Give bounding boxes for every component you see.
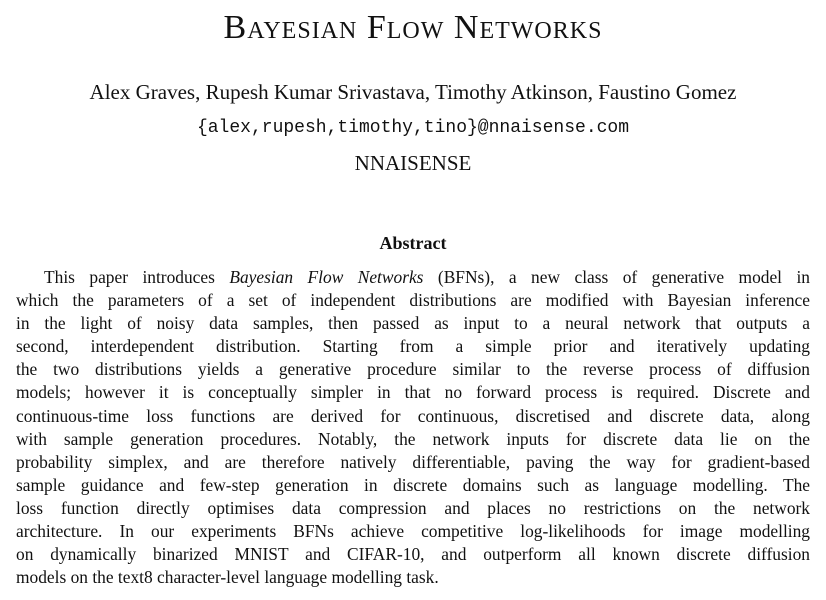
abstract-line: loss function directly optimises data compression and places no restrictions on the network [16,497,810,518]
abstract-emphasis: Bayesian Flow Networks [229,267,424,287]
author-emails: {alex,rupesh,timothy,tino}@nnaisense.com [196,118,630,138]
abstract-body [16,266,810,589]
abstract-line: the two distributions yields a generative procedure similar to the reverse process of diffusion [16,359,810,380]
abstract-line: probability simplex, and are therefore natively differentiable, paving the way for gradient-based [16,451,810,472]
abstract-line: second, interdependent distribution. Starting from a simple prior and iteratively updating [16,336,810,357]
abstract-line: models on the text8 character-level language modelling task. [16,567,439,588]
abstract-line: on dynamically binarized MNIST and CIFAR-10, and outperform all known discrete diffusion [16,544,810,565]
abstract-line: This paper introduces Bayesian Flow Networks (BFNs), a new class of generative model in [44,267,810,287]
abstract-line: with sample generation procedures. Notably, the network inputs for discrete data lie on the [16,428,810,449]
abstract-line: models; however it is conceptually simpler in that no forward process is required. Discrete and [16,382,810,403]
author-list: Alex Graves, Rupesh Kumar Srivastava, Timothy Atkinson, Faustino Gomez [89,80,737,104]
abstract-line: sample guidance and few-step generation in discrete domains such as language modelling. The [16,474,810,495]
abstract-line: continuous-time loss functions are derived for continuous, discretised and discrete data, along [16,405,810,426]
affiliation: NNAISENSE [354,151,472,175]
abstract-line: in the light of noisy data samples, then passed as input to a neural network that outputs a [16,313,810,334]
abstract-heading: Abstract [379,233,447,253]
abstract-line: architecture. In our experiments BFNs achieve competitive log-likelihoods for image modelling [16,521,810,542]
paper-title: Bayesian Flow Networks [223,9,603,46]
abstract-line: which the parameters of a set of independent distributions are modified with Bayesian inference [16,290,810,311]
